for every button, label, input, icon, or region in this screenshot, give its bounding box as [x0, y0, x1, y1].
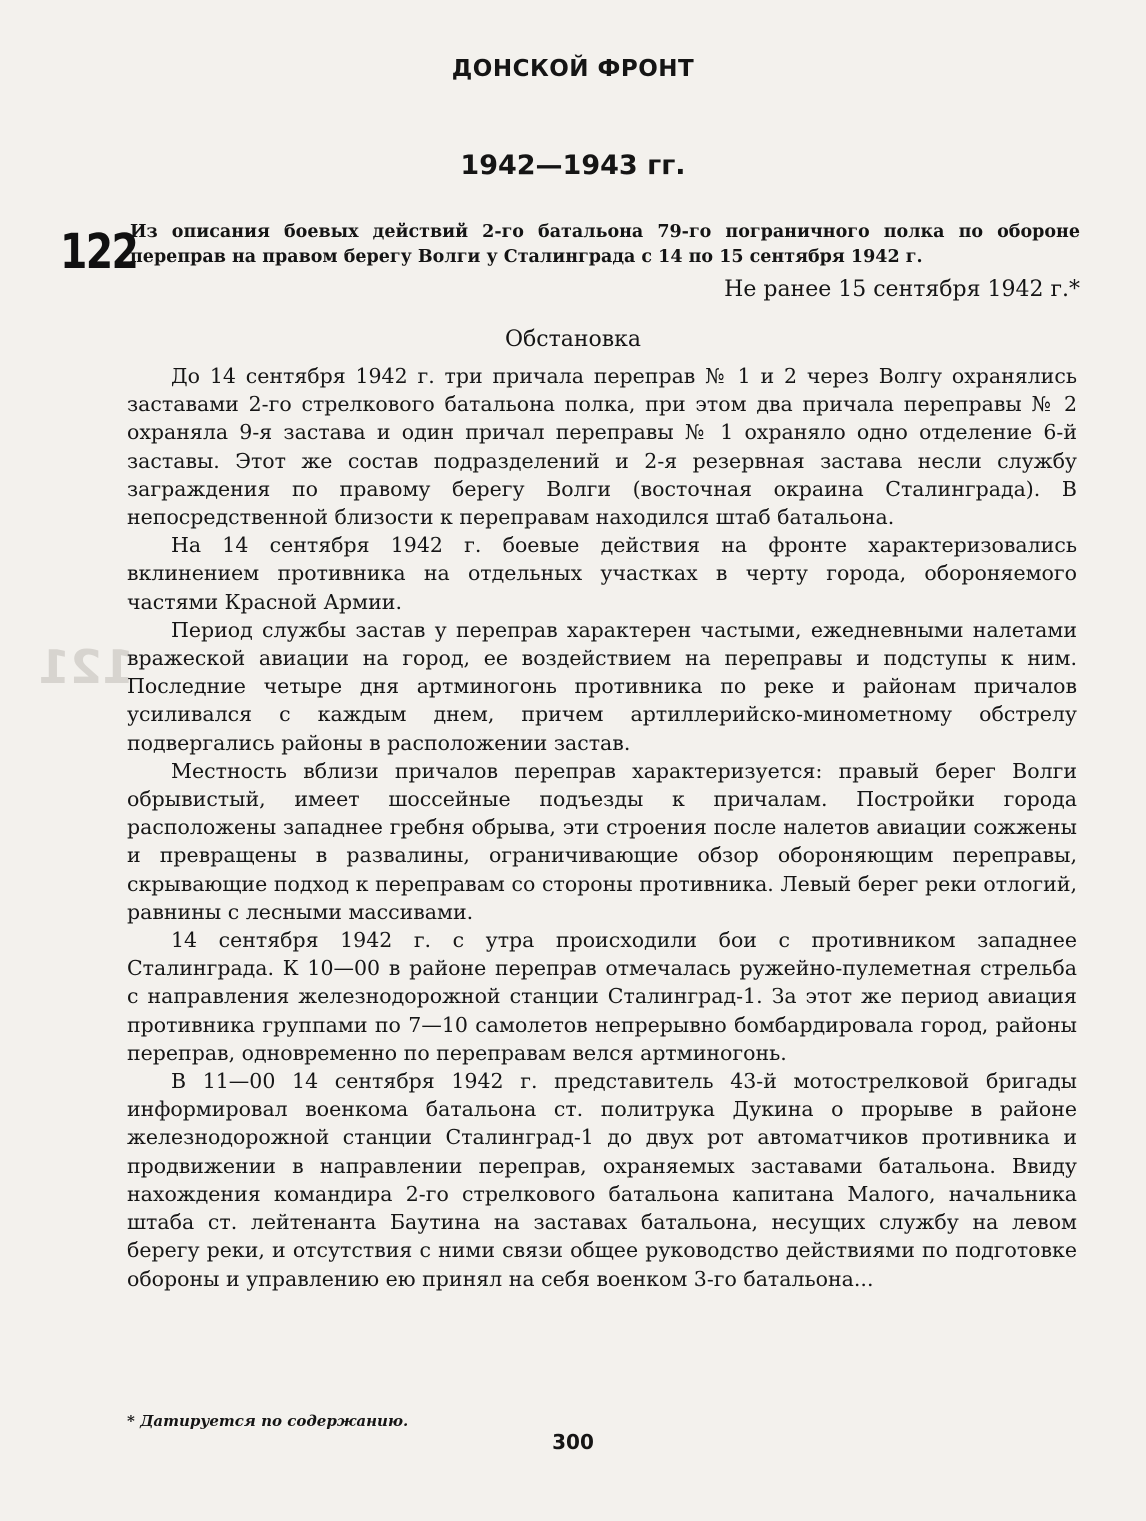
section-heading: Обстановка: [504, 327, 642, 352]
paragraph: До 14 сентября 1942 г. три причала переправ № 1 и 2 через Волгу охранялись заставами 2-го стрелкового батальона полка, при этом два причала переправы № 2 охраняла 9-я застава и один причал переправы № 1 охраняло одно отделение 6-й заставы. Этот же состав подразделений и 2-я резервная застава несли службу заграждения по правому берегу Волги (восточная окраина Сталинграда). В непосредственной близости к переправам находился штаб батальона.: [127, 364, 1077, 530]
footnote: * Датируется по содержанию.: [127, 1412, 409, 1430]
running-head: ДОНСКОЙ ФРОНТ: [451, 56, 695, 82]
paragraph: В 11—00 14 сентября 1942 г. представитель 43-й мотострелковой бригады информировал военкома батальона ст. политрука Дукина о прорыве в районе железнодорожной станции Сталинград-1 до двух рот автоматчиков противника и продвижении в направлении переправ, охраняемых заставами батальона. Ввиду нахождения командира 2-го стрелкового батальона капитана Малого, начальника штаба ст. лейтенанта Баутина на заставах батальона, несущих службу на левом берегу реки, и отсутствия с ними связи общее руководство действиями по подготовке обороны и управлению ею принял на себя военком 3-го батальона...: [127, 1069, 1077, 1291]
document-date: Не ранее 15 сентября 1942 г.*: [724, 277, 1080, 302]
paragraph: Местность вблизи причалов переправ характеризуется: правый берег Волги обрывистый, имеет шоссейные подъезды к причалам. Постройки города расположены западнее гребня обрыва, эти строения после налетов авиации сожжены и превращены в развалины, ограничивающие обзор обороняющим переправы, скрывающие подход к переправам со стороны противника. Левый берег реки отлогий, равнины с лесными массивами.: [127, 758, 1077, 924]
paragraph: На 14 сентября 1942 г. боевые действия на фронте характеризовались вклинением противника на отдельных участках в черту города, обороняемого частями Красной Армии.: [127, 533, 1077, 614]
show-through-artifact: 121: [38, 640, 135, 694]
document-number: 122: [60, 224, 138, 280]
years-heading: 1942—1943 гг.: [460, 150, 686, 181]
document-body: [127, 362, 1077, 1293]
paragraph: 14 сентября 1942 г. с утра происходили бои с противником западнее Сталинграда. К 10—00 в районе переправ отмечалась ружейно-пулеметная стрельба с направления железнодорожной станции Сталинград-1. За этот же период авиация противника группами по 7—10 самолетов непрерывно бомбардировала город, районы переправ, одновременно по переправам велся артминогонь.: [127, 928, 1077, 1065]
page-number: 300: [552, 1430, 594, 1454]
document-title: Из описания боевых действий 2-го батальона 79-го пограничного полка по обороне переправ на правом берегу Волги у Сталинграда с 14 по 15 сентября 1942 г.: [130, 222, 1080, 267]
paragraph: Период службы застав у переправ характерен частыми, ежедневными налетами вражеской авиации на город, ее воздействием на переправы и подступы к ним. Последние четыре дня артминогонь противника по реке и районам причалов усиливался с каждым днем, причем артиллерийско-минометному обстрелу подвергались районы в расположении застав.: [127, 617, 1077, 755]
